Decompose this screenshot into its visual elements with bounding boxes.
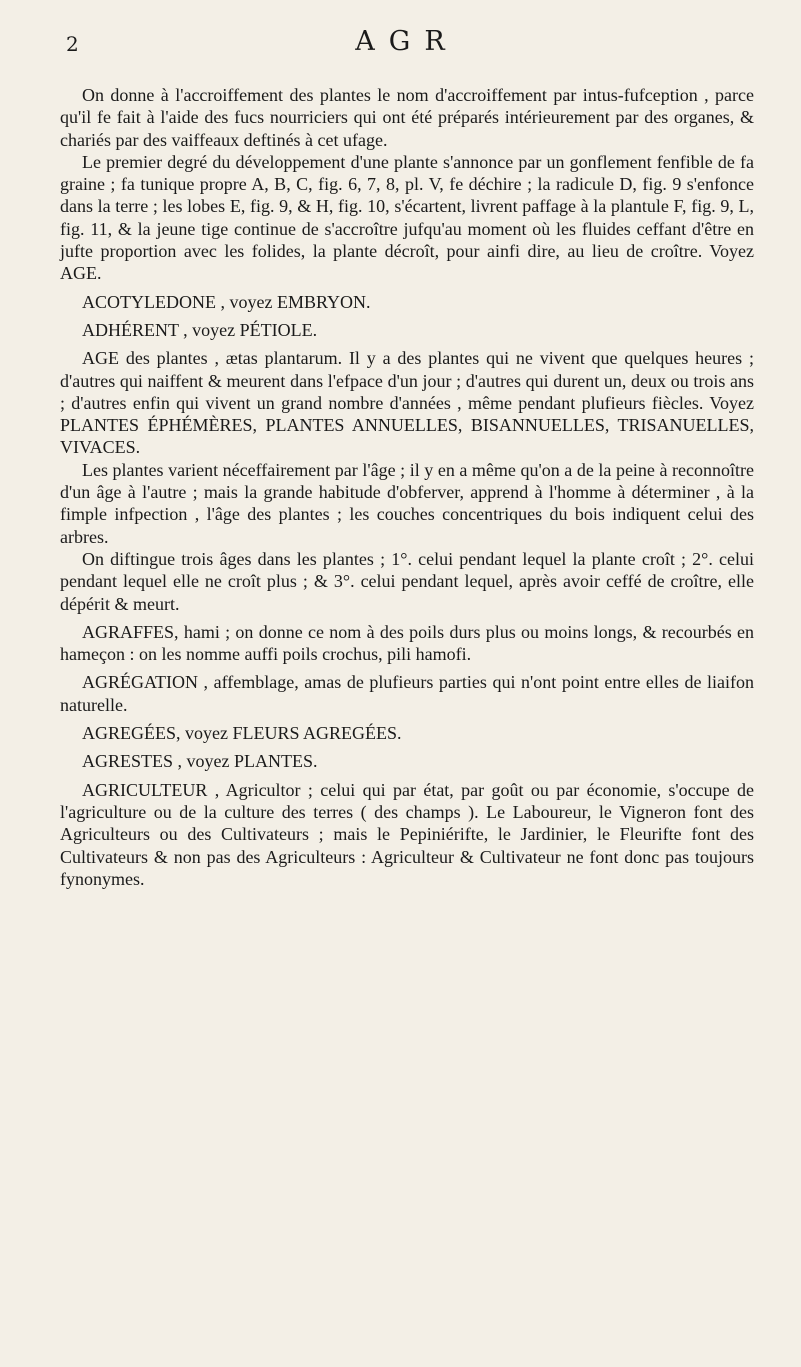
paragraph: Le premier degré du développement d'une plante s'annonce par un gonflement fenfible de fa graine ; fa tunique propre A, B, C, fig. 6, 7, 8, pl. V, fe déchire ; la radicule D, fig. 9 s'enfonce dans la terre ; les lobes E, fig. 9, & H, fig. 10, s'écartent, livrent paffage à la plantule F, fig. 9, L, fig. 11, & la jeune tige continue de s'accroître jufqu'au moment où les fluides ceffant d'être en jufte proportion avec les folides, la plante décroît, pour ainfi dire, au lieu de croître. Voyez AGE. bbox=[60, 151, 754, 284]
dictionary-entry: AGRESTES , voyez PLANTES. bbox=[82, 751, 318, 772]
page-body bbox=[60, 84, 754, 890]
dictionary-entry: AGRAFFES, hami ; on donne ce nom à des poils durs plus ou moins longs, & recourbés en hameçon : on les nomme auffi poils crochus, pili hamofi. bbox=[60, 621, 754, 665]
dictionary-entry: AGREGÉES, voyez FLEURS AGREGÉES. bbox=[82, 723, 402, 744]
paragraph: Les plantes varient néceffairement par l'âge ; il y en a même qu'on a de la peine à reconnoître d'un âge à l'autre ; mais la grande habitude d'obferver, apprend à l'homme à déterminer , à la fimple infpection , l'âge des plantes ; les couches concentriques du bois indiquent celui des arbres. bbox=[60, 459, 754, 547]
dictionary-entry: AGE des plantes , ætas plantarum. Il y a des plantes qui ne vivent que quelques heures ; d'autres qui naiffent & meurent dans l'efpace d'un jour ; d'autres qui durent un, deux ou trois ans ; d'autres enfin qui vivent un grand nombre d'années , même pendant plufieurs fiècles. Voyez PLANTES ÉPHÉMÈRES, PLANTES ANNUELLES, BISANNUELLES, TRISANUELLES, VIVACES. bbox=[60, 348, 754, 458]
dictionary-entry: ADHÉRENT , voyez PÉTIOLE. bbox=[82, 319, 318, 340]
paragraph: On diftingue trois âges dans les plantes ; 1°. celui pendant lequel la plante croît ; 2°. celui pendant lequel elle ne croît plus ; & 3°. celui pendant lequel, après avoir ceffé de croître, elle dépérit & meurt. bbox=[60, 548, 754, 614]
dictionary-entry: ACOTYLEDONE , voyez EMBRYON. bbox=[82, 291, 371, 312]
running-head: AGR bbox=[355, 26, 459, 57]
page-header bbox=[62, 26, 752, 66]
page-number: 2 bbox=[66, 32, 79, 56]
dictionary-entry: AGRICULTEUR , Agricultor ; celui qui par état, par goût ou par économie, s'occupe de l'agriculture ou de la culture des terres ( des champs ). Le Laboureur, le Vigneron font des Agriculteurs ou des Cultivateurs ; mais le Pepiniérifte, le Jardinier, le Fleurifte font des Cultivateurs & non pas des Agriculteurs : Agriculteur & Cultivateur ne font donc pas toujours fynonymes. bbox=[60, 779, 754, 889]
paragraph: On donne à l'accroiffement des plantes le nom d'accroiffement par intus-fufception , parce qu'il fe fait à l'aide des fucs nourriciers qui ont été préparés intérieurement par des organes, & chariés par des vaiffeaux deftinés à cet ufage. bbox=[60, 85, 754, 150]
dictionary-entry: AGRÉGATION , affemblage, amas de plufieurs parties qui n'ont point entre elles de liaifon naturelle. bbox=[60, 672, 754, 715]
